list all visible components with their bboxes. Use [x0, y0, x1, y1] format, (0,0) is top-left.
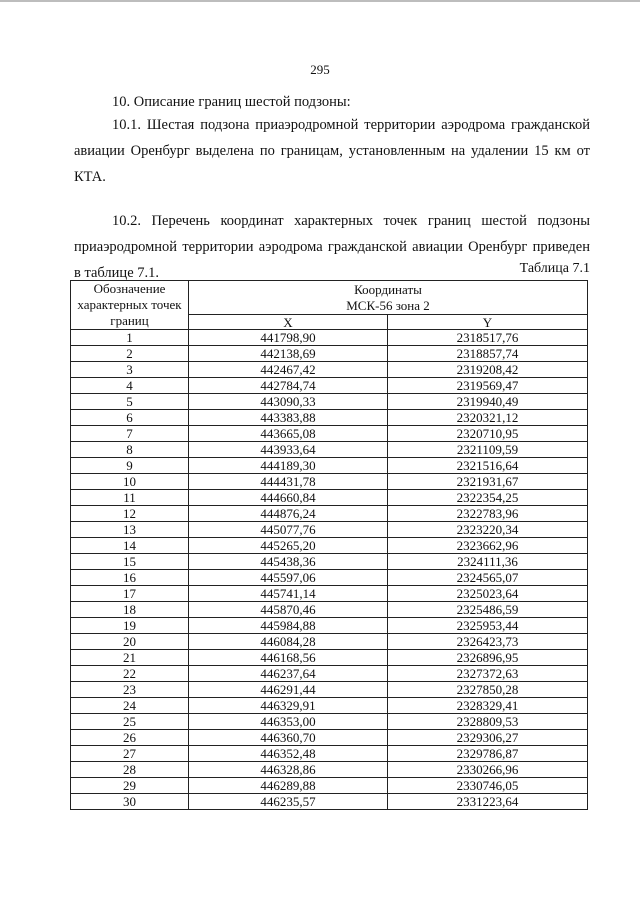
x-coordinate-cell: 445265,20 — [189, 538, 388, 554]
table-row — [71, 586, 588, 602]
x-coordinate-cell: 443933,64 — [189, 442, 388, 458]
table-row — [71, 426, 588, 442]
table-row — [71, 378, 588, 394]
x-column-header: X — [189, 315, 388, 330]
table-row — [71, 682, 588, 698]
y-coordinate-cell: 2319940,49 — [388, 394, 588, 410]
x-coordinate-cell: 446084,28 — [189, 634, 388, 650]
point-number-cell: 23 — [71, 682, 189, 698]
x-coordinate-cell: 446289,88 — [189, 778, 388, 794]
y-coordinate-cell: 2325953,44 — [388, 618, 588, 634]
table-row — [71, 746, 588, 762]
y-column-header: Y — [388, 315, 588, 330]
coordinates-header — [189, 281, 588, 315]
x-coordinate-cell: 446352,48 — [189, 746, 388, 762]
point-number-cell: 9 — [71, 458, 189, 474]
point-number-cell: 19 — [71, 618, 189, 634]
point-number-cell: 29 — [71, 778, 189, 794]
y-coordinate-cell: 2327850,28 — [388, 682, 588, 698]
x-coordinate-cell: 445984,88 — [189, 618, 388, 634]
table-row — [71, 490, 588, 506]
point-number-cell: 10 — [71, 474, 189, 490]
x-coordinate-cell: 443090,33 — [189, 394, 388, 410]
point-number-cell: 4 — [71, 378, 189, 394]
y-coordinate-cell: 2320710,95 — [388, 426, 588, 442]
y-coordinate-cell: 2328329,41 — [388, 698, 588, 714]
point-number-cell: 30 — [71, 794, 189, 810]
point-number-cell: 15 — [71, 554, 189, 570]
x-coordinate-cell: 442467,42 — [189, 362, 388, 378]
table-row — [71, 554, 588, 570]
x-coordinate-cell: 446291,44 — [189, 682, 388, 698]
x-coordinate-cell: 446353,00 — [189, 714, 388, 730]
table-row — [71, 410, 588, 426]
point-number-cell: 24 — [71, 698, 189, 714]
point-number-cell: 17 — [71, 586, 189, 602]
table-row — [71, 698, 588, 714]
table-row — [71, 714, 588, 730]
coordinate-system-label: МСК-56 зона 2 — [346, 297, 430, 313]
x-coordinate-cell: 443665,08 — [189, 426, 388, 442]
y-coordinate-cell: 2322354,25 — [388, 490, 588, 506]
y-coordinate-cell: 2322783,96 — [388, 506, 588, 522]
page-top-edge — [0, 0, 640, 2]
coordinates-title: Координаты — [354, 281, 422, 297]
x-coordinate-cell: 446235,57 — [189, 794, 388, 810]
y-coordinate-cell: 2330746,05 — [388, 778, 588, 794]
table-row — [71, 474, 588, 490]
table-row — [71, 362, 588, 378]
table-row — [71, 346, 588, 362]
section-heading: 10. Описание границ шестой подзоны: — [112, 94, 351, 110]
point-number-cell: 5 — [71, 394, 189, 410]
table-row — [71, 730, 588, 746]
x-coordinate-cell: 444876,24 — [189, 506, 388, 522]
table-caption: Таблица 7.1 — [519, 261, 590, 276]
y-coordinate-cell: 2318857,74 — [388, 346, 588, 362]
table-row — [71, 458, 588, 474]
table-row — [71, 778, 588, 794]
x-coordinate-cell: 444660,84 — [189, 490, 388, 506]
paragraph-10-2: 10.2. Перечень координат характерных точек границ шестой подзоны приаэродромной территории аэродрома гражданской авиации Оренбург приведен в таблице 7.1. — [74, 213, 590, 281]
y-coordinate-cell: 2319208,42 — [388, 362, 588, 378]
x-coordinate-cell: 446329,91 — [189, 698, 388, 714]
x-coordinate-cell: 446360,70 — [189, 730, 388, 746]
point-number-cell: 8 — [71, 442, 189, 458]
y-coordinate-cell: 2320321,12 — [388, 410, 588, 426]
table-row — [71, 602, 588, 618]
point-number-cell: 6 — [71, 410, 189, 426]
table-row — [71, 634, 588, 650]
y-coordinate-cell: 2331223,64 — [388, 794, 588, 810]
point-number-cell: 1 — [71, 330, 189, 346]
x-coordinate-cell: 442784,74 — [189, 378, 388, 394]
point-number-cell: 2 — [71, 346, 189, 362]
table-header — [71, 281, 588, 330]
y-coordinate-cell: 2321931,67 — [388, 474, 588, 490]
x-coordinate-cell: 444189,30 — [189, 458, 388, 474]
table-row — [71, 330, 588, 346]
y-coordinate-cell: 2327372,63 — [388, 666, 588, 682]
point-number-cell: 11 — [71, 490, 189, 506]
coordinates-table — [70, 280, 588, 810]
y-coordinate-cell: 2324111,36 — [388, 554, 588, 570]
x-coordinate-cell: 446237,64 — [189, 666, 388, 682]
y-coordinate-cell: 2325486,59 — [388, 602, 588, 618]
y-coordinate-cell: 2328809,53 — [388, 714, 588, 730]
table-row — [71, 522, 588, 538]
point-number-cell: 13 — [71, 522, 189, 538]
table-row — [71, 762, 588, 778]
point-number-cell: 27 — [71, 746, 189, 762]
y-coordinate-cell: 2325023,64 — [388, 586, 588, 602]
point-number-cell: 22 — [71, 666, 189, 682]
y-coordinate-cell: 2326423,73 — [388, 634, 588, 650]
y-coordinate-cell: 2323220,34 — [388, 522, 588, 538]
paragraph-10-1: 10.1. Шестая подзона приаэродромной территории аэродрома гражданской авиации Оренбург выделена по границам, установленным на удалении 15 км от КТА. — [74, 117, 590, 185]
x-coordinate-cell: 445741,14 — [189, 586, 388, 602]
point-number-cell: 26 — [71, 730, 189, 746]
y-coordinate-cell: 2319569,47 — [388, 378, 588, 394]
point-number-cell: 28 — [71, 762, 189, 778]
y-coordinate-cell: 2329306,27 — [388, 730, 588, 746]
table-row — [71, 442, 588, 458]
point-number-cell: 12 — [71, 506, 189, 522]
point-number-cell: 21 — [71, 650, 189, 666]
x-coordinate-cell: 446168,56 — [189, 650, 388, 666]
x-coordinate-cell: 443383,88 — [189, 410, 388, 426]
table-body — [71, 330, 588, 810]
x-coordinate-cell: 441798,90 — [189, 330, 388, 346]
point-number-cell: 3 — [71, 362, 189, 378]
y-coordinate-cell: 2321109,59 — [388, 442, 588, 458]
point-number-cell: 18 — [71, 602, 189, 618]
table-row — [71, 650, 588, 666]
page-number: 295 — [310, 62, 330, 77]
table-row — [71, 538, 588, 554]
point-number-cell: 14 — [71, 538, 189, 554]
point-number-cell: 25 — [71, 714, 189, 730]
y-coordinate-cell: 2324565,07 — [388, 570, 588, 586]
x-coordinate-cell: 444431,78 — [189, 474, 388, 490]
point-number-cell: 20 — [71, 634, 189, 650]
x-coordinate-cell: 445597,06 — [189, 570, 388, 586]
point-number-cell: 16 — [71, 570, 189, 586]
point-number-cell: 7 — [71, 426, 189, 442]
table-row — [71, 570, 588, 586]
y-coordinate-cell: 2329786,87 — [388, 746, 588, 762]
x-coordinate-cell: 445438,36 — [189, 554, 388, 570]
table-row — [71, 794, 588, 810]
y-coordinate-cell: 2323662,96 — [388, 538, 588, 554]
y-coordinate-cell: 2318517,76 — [388, 330, 588, 346]
y-coordinate-cell: 2330266,96 — [388, 762, 588, 778]
y-coordinate-cell: 2326896,95 — [388, 650, 588, 666]
table-row — [71, 666, 588, 682]
table-row — [71, 506, 588, 522]
table-row — [71, 394, 588, 410]
x-coordinate-cell: 445870,46 — [189, 602, 388, 618]
x-coordinate-cell: 446328,86 — [189, 762, 388, 778]
x-coordinate-cell: 445077,76 — [189, 522, 388, 538]
point-designation-header: Обозначение характерных точек границ — [71, 281, 189, 330]
y-coordinate-cell: 2321516,64 — [388, 458, 588, 474]
x-coordinate-cell: 442138,69 — [189, 346, 388, 362]
table-row — [71, 618, 588, 634]
